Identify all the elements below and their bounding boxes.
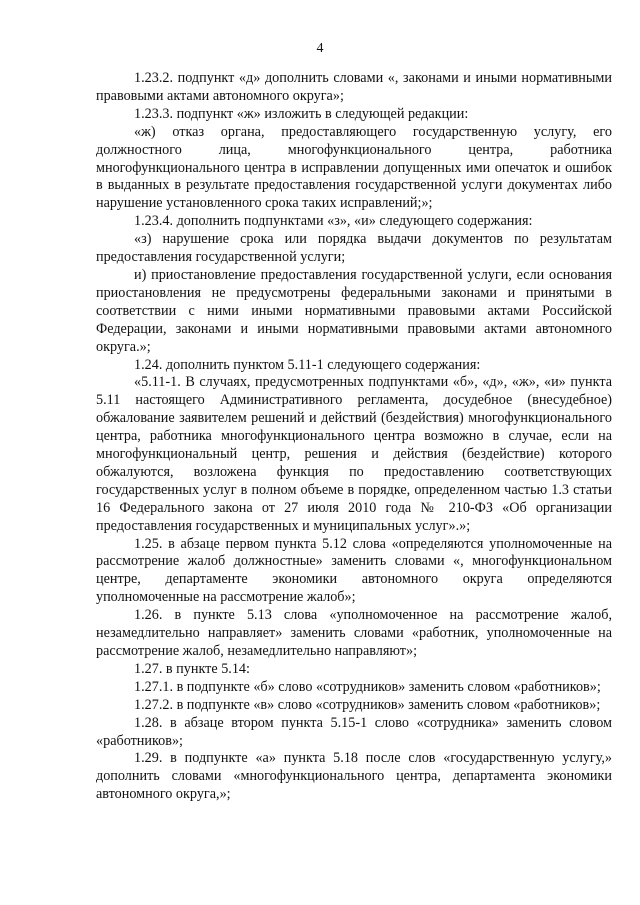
paragraph: 1.26. в пункте 5.13 слова «уполномоченное на рассмотрение жалоб, незамедлительно направляет» заменить словами «работник, уполномоченные на рассмотрение жалоб, незамедлительно направляют»;: [96, 607, 612, 659]
paragraph: 1.25. в абзаце первом пункта 5.12 слова «определяются уполномоченные на рассмотрение жалоб должностные» заменить словами «, многофункциональном центре, департаменте экономики автономного округа определяются уполномоченные на рассмотрение жалоб»;: [96, 535, 612, 606]
paragraph: 1.23.4. дополнить подпунктами «з», «и» следующего содержания:: [134, 213, 533, 230]
paragraph: 1.23.3. подпункт «ж» изложить в следующей редакции:: [134, 105, 469, 122]
paragraph: 1.27.1. в подпункте «б» слово «сотрудников» заменить словом «работников»;: [134, 678, 601, 695]
document-body: [96, 70, 612, 804]
paragraph: 1.27.2. в подпункте «в» слово «сотрудников» заменить словом «работников»;: [134, 696, 601, 713]
paragraph: 1.28. в абзаце втором пункта 5.15-1 слово «сотрудника» заменить словом «работников»;: [96, 714, 612, 749]
paragraph: 1.24. дополнить пунктом 5.11-1 следующего содержания:: [134, 356, 481, 373]
paragraph: «ж) отказ органа, предоставляющего государственную услугу, его должностного лица, многофункционального центра, работника многофункционального центра в исправлении допущенных ими опечаток и ошибок в выданных в результате предоставления государственной услуги документах либо нарушение установленного срока таких исправлений;»;: [96, 123, 612, 212]
page-number: 4: [316, 41, 324, 56]
paragraph: «5.11-1. В случаях, предусмотренных подпунктами «б», «д», «ж», «и» пункта 5.11 настоящего Административного регламента, досудебное (внесудебное) обжалование заявителем решений и действий (бездействия) многофункционального центра, работника многофункционального центра возможно в случае, если на многофункциональный центр, решения и действия (бездействие) которого обжалуются, возложена функция по предоставлению соответствующих государственных услуг в полном объеме в порядке, определенном частью 1.3 статьи 16 Федерального закона от 27 июля 2010 года № 210-ФЗ «Об организации предоставления государственных и муниципальных услуг».»;: [96, 374, 612, 534]
paragraph: 1.27. в пункте 5.14:: [134, 660, 250, 677]
paragraph: и) приостановление предоставления государственной услуги, если основания приостановления не предусмотрены федеральными законами и принятыми в соответствии с ними иными нормативными правовыми актами Российской Федерации, законами и иными нормативными правовыми актами автономного округа.»;: [96, 266, 612, 355]
paragraph: 1.23.2. подпункт «д» дополнить словами «, законами и иными нормативными правовыми актами автономного округа»;: [96, 70, 612, 104]
paragraph: 1.29. в подпункте «а» пункта 5.18 после слов «государственную услугу,» дополнить словами «многофункционального центра, департамента экономики автономного округа,»;: [96, 750, 612, 803]
paragraph: «з) нарушение срока или порядка выдачи документов по результатам предоставления государственной услуги;: [96, 231, 612, 266]
